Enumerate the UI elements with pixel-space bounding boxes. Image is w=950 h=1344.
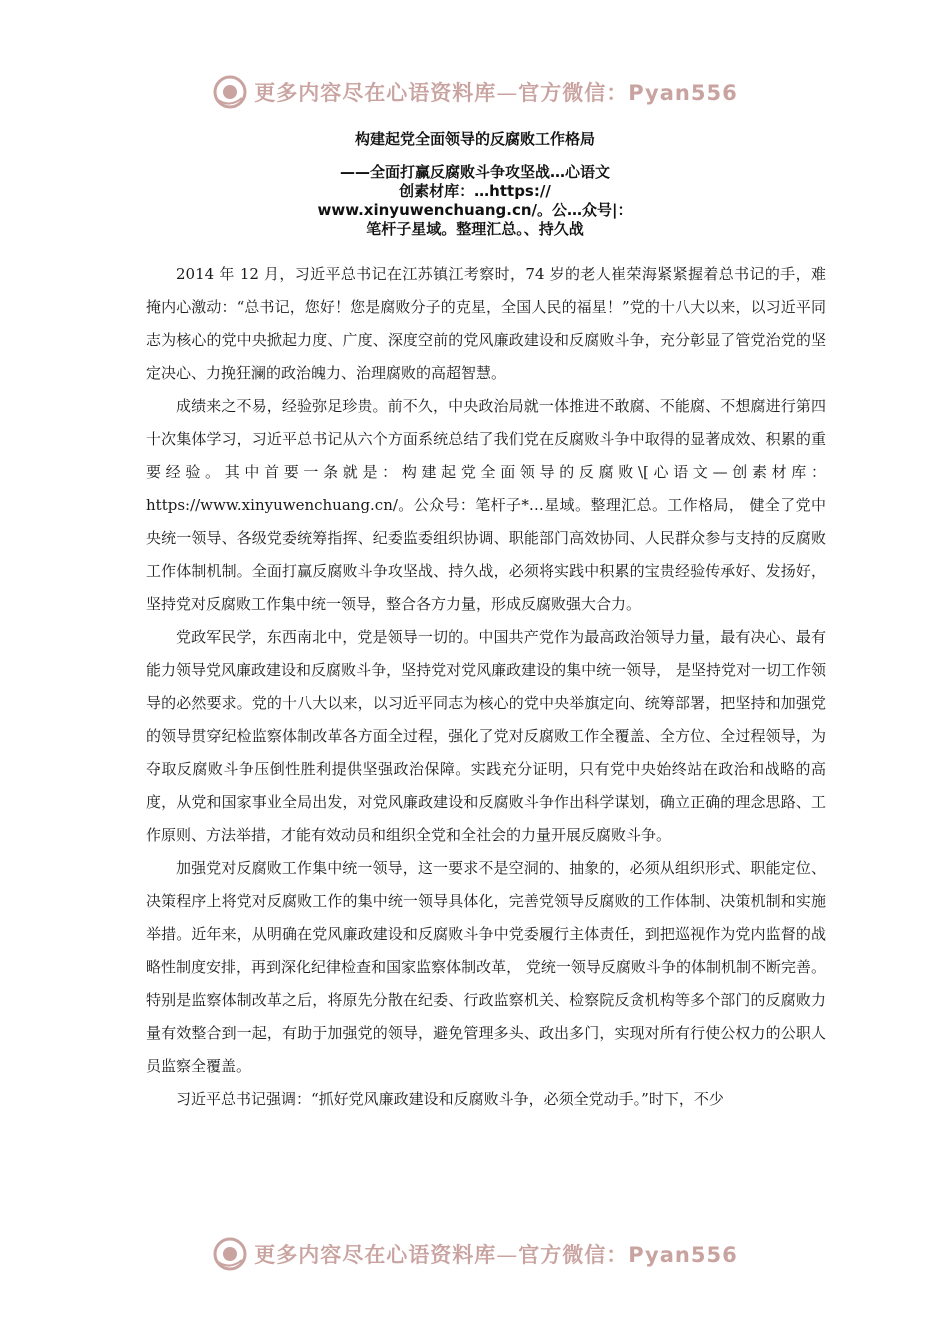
subtitle-line: ——全面打赢反腐败斗争攻坚战…心语文 [339, 163, 610, 181]
watermark-text [254, 1239, 737, 1269]
document-subtitle [0, 163, 950, 239]
subtitle-line: 创素材库：…https:// [399, 182, 551, 200]
watermark-text [254, 77, 737, 107]
watermark-main-text: 更多内容尽在心语资料库 [254, 81, 497, 105]
body-paragraph: 成绩来之不易，经验弥足珍贵。前不久，中央政治局就一体推进不敢腐、不能腐、不想腐进行第四十次集体学习，习近平总书记从六个方面系统总结了我们党在反腐败斗争中取得的显著成效、积累的重要经验。其中首要一条就是：构建起党全面领导的反腐败\[心语文—创素材库：https://www.xinyuwenchuang.cn/。公众号：笔杆子*…星域。整理汇总。工作格局， 健全了党中央统一领导、各级党委统筹指挥、纪委监委组织协调、职能部门高效协同、人民群众参与支持的反腐败工作体制机制。全面打赢反腐败斗争攻坚战、持久战，必须将实践中积累的宝贵经验传承好、发扬好，坚持党对反腐败工作集中统一领导，整合各方力量，形成反腐败强大合力。 [146, 397, 826, 613]
body-paragraph: 加强党对反腐败工作集中统一领导，这一要求不是空洞的、抽象的，必须从组织形式、职能定位、决策程序上将党对反腐败工作的集中统一领导具体化，完善党领导反腐败的工作体制、决策机制和实施举措。近年来，从明确在党风廉政建设和反腐败斗争中党委履行主体责任，到把巡视作为党内监督的战略性制度安排，再到深化纪律检查和国家监察体制改革， 党统一领导反腐败斗争的体制机制不断完善。特别是监察体制改革之后，将原先分散在纪委、行政监察机关、检察院反贪机构等多个部门的反腐败力量有效整合到一起，有助于加强党的领导，避免管理多头、政出多门，实现对所有行使公权力的公职人员监察全覆盖。 [146, 859, 826, 1075]
brand-logo-icon [212, 1236, 248, 1272]
footer-watermark-banner [0, 1232, 950, 1276]
document-body [146, 258, 826, 1116]
watermark-main-text: 更多内容尽在心语资料库 [254, 1243, 497, 1267]
document-title: 构建起党全面领导的反腐败工作格局 [354, 130, 595, 148]
watermark-separator: — [496, 1243, 519, 1267]
watermark-wechat: 官方微信：Pyan556 [518, 81, 738, 105]
watermark-wechat: 官方微信：Pyan556 [518, 1243, 738, 1267]
brand-logo-icon [212, 74, 248, 110]
body-paragraph: 习近平总书记强调：“抓好党风廉政建设和反腐败斗争，必须全党动手。”时下，不少 [176, 1090, 724, 1108]
watermark-separator: — [496, 81, 519, 105]
subtitle-line: 笔杆子星域。整理汇总。、持久战 [366, 220, 584, 238]
body-paragraph: 2014 年 12 月，习近平总书记在江苏镇江考察时，74 岁的老人崔荣海紧紧握着总书记的手，难掩内心激动：“总书记，您好！您是腐败分子的克星，全国人民的福星！”党的十八大以来，以习近平同志为核心的党中央掀起力度、广度、深度空前的党风廉政建设和反腐败斗争，充分彰显了管党治党的坚定决心、力挽狂澜的政治魄力、治理腐败的高超智慧。 [146, 265, 826, 382]
body-paragraph: 党政军民学，东西南北中，党是领导一切的。中国共产党作为最高政治领导力量，最有决心、最有能力领导党风廉政建设和反腐败斗争，坚持党对党风廉政建设的集中统一领导， 是坚持党对一切工作领导的必然要求。党的十八大以来，以习近平同志为核心的党中央举旗定向、统筹部署，把坚持和加强党的领导贯穿纪检监察体制改革各方面全过程，强化了党对反腐败工作全覆盖、全方位、全过程领导，为夺取反腐败斗争压倒性胜利提供坚强政治保障。实践充分证明，只有党中央始终站在政治和战略的高度，从党和国家事业全局出发，对党风廉政建设和反腐败斗争作出科学谋划，确立正确的理念思路、工作原则、方法举措，才能有效动员和组织全党和全社会的力量开展反腐败斗争。 [146, 628, 826, 844]
header-watermark-banner [0, 70, 950, 114]
subtitle-line: www.xinyuwenchuang.cn/。公…众号|： [317, 201, 633, 219]
